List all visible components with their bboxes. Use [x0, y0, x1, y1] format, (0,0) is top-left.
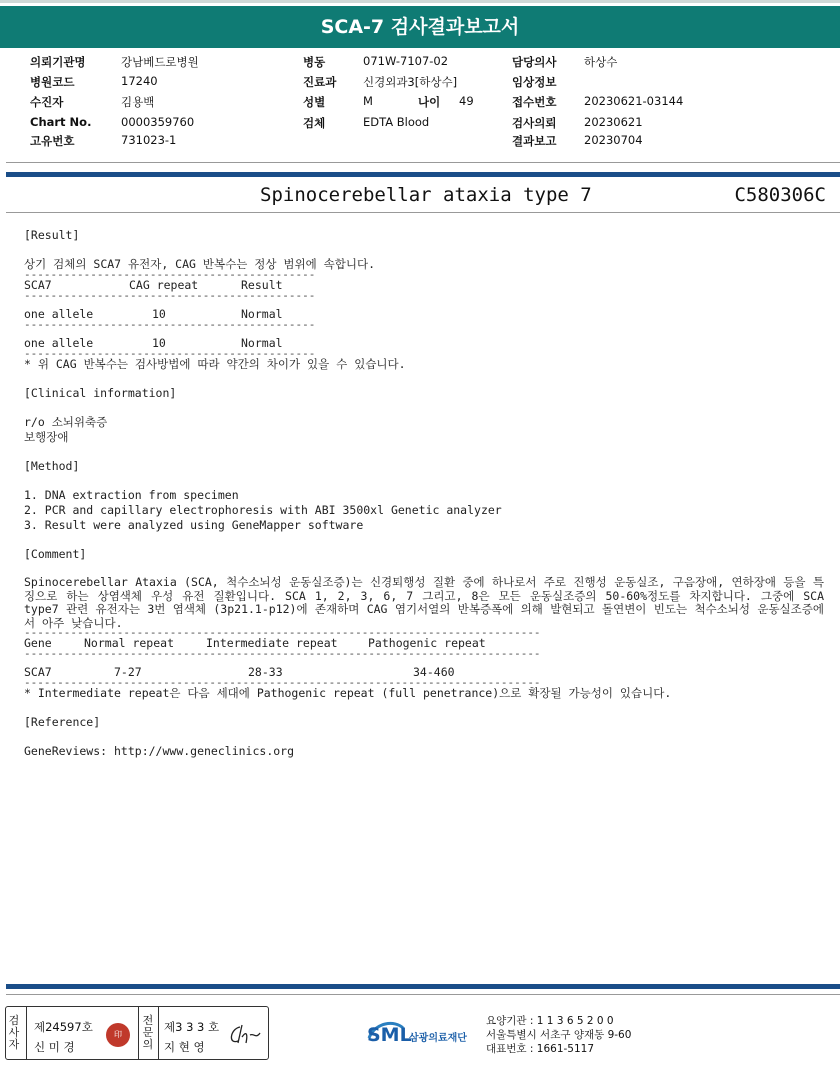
result-table-header: [24, 278, 824, 293]
cell-gene: SCA7: [24, 665, 52, 679]
table-row: [24, 336, 824, 351]
value-chart-no: 0000359760: [121, 115, 195, 129]
repeat-col-intermediate: Intermediate repeat: [206, 636, 338, 650]
clinical-line: r/o 소뇌위축증: [24, 415, 108, 429]
test-title-bar: [0, 180, 840, 210]
label-specimen: 검체: [303, 116, 326, 130]
value-receipt-no: 20230621-03144: [584, 94, 684, 108]
examiner-license: 제24597호: [34, 1020, 93, 1034]
footer-rule: [6, 984, 840, 989]
cell-cag: 10: [152, 336, 166, 350]
result-heading: [Result]: [24, 228, 80, 242]
clinical-heading: [Clinical information]: [24, 386, 177, 400]
specialist-label: 전문의: [142, 1014, 154, 1051]
value-request-date: 20230621: [584, 115, 643, 129]
specialist-name: 지 현 영: [164, 1040, 205, 1054]
label-age: 나이: [418, 95, 441, 109]
dashed-rule: ------------------------------------------------------------------------------: [24, 676, 541, 689]
label-hospital-code: 병원코드: [30, 75, 75, 89]
reference-link[interactable]: GeneReviews: http://www.geneclinics.org: [24, 744, 295, 758]
label-unique-no: 고유번호: [30, 134, 75, 148]
cell-allele: one allele: [24, 336, 94, 350]
value-sex: M: [363, 94, 373, 108]
label-ward: 병동: [303, 55, 326, 69]
org-name: 삼광의료재단: [409, 1033, 467, 1044]
report-body: [24, 228, 824, 759]
label-doctor: 담당의사: [512, 55, 557, 69]
value-specimen: EDTA Blood: [363, 115, 430, 129]
dashed-rule: --------------------------------------------: [24, 268, 316, 281]
label-requesting-institution: 의뢰기관명: [30, 55, 86, 69]
org-address: 서울특별시 서초구 양재동 9-60: [486, 1029, 632, 1041]
table-row: [24, 665, 824, 680]
method-heading: [Method]: [24, 459, 80, 473]
org-phone: 대표번호 : 1661-5117: [486, 1043, 595, 1055]
seal-stamp: 印: [106, 1023, 130, 1047]
result-summary: 상기 검체의 SCA7 유전자, CAG 반복수는 정상 범위에 속합니다.: [24, 257, 375, 271]
result-col-result: Result: [241, 278, 283, 292]
header-rule: [6, 172, 840, 177]
method-line: 3. Result were analyzed using GeneMapper software: [24, 518, 364, 532]
cell-intermediate: 28-33: [248, 665, 283, 679]
cell-cag: 10: [152, 307, 166, 321]
value-hospital-code: 17240: [121, 74, 158, 88]
cell-normal: 7-27: [114, 665, 142, 679]
result-note: * 위 CAG 반복수는 검사방법에 따라 약간의 차이가 있을 수 있습니다.: [24, 357, 406, 371]
repeat-col-pathogenic: Pathogenic repeat: [368, 636, 486, 650]
divider-line: [6, 162, 840, 163]
table-row: [24, 307, 824, 322]
test-name: Spinocerebellar ataxia type 7: [260, 184, 592, 206]
divider-line: [6, 212, 840, 213]
label-clinical-info: 임상정보: [512, 75, 557, 89]
dashed-rule: ------------------------------------------------------------------------------: [24, 647, 541, 660]
reference-heading: [Reference]: [24, 715, 101, 729]
result-col-gene: SCA7: [24, 278, 52, 292]
dashed-rule: --------------------------------------------: [24, 289, 316, 302]
test-code: C580306C: [734, 184, 826, 206]
signature-box: [5, 1006, 269, 1060]
value-age: 49: [459, 94, 474, 108]
comment-paragraph: Spinocerebellar Ataxia (SCA, 척수소뇌성 운동실조증)는 신경퇴행성 질환 중에 하나로서 주로 진행성 운동실조, 구음장애, 연하장애 등을 특징으로 하는 상염색체 우성 유전 질환입니다. SCA 1, 2, 3, 6, 7 그리고, 8은 모든 운동실조증의 50-60%정도를 차지합니다. 그중에 SCA type7 관련 유전자는 3번 염색체 (3p21.1-p12)에 존재하며 CAG 염기서열의 반복증폭에 의해 발현되고 돌연변이 빈도는 척수소뇌성 운동실조증에서 아주 낮습니다.: [24, 575, 824, 630]
value-department: 신경외과3[하상수]: [363, 75, 458, 89]
repeat-col-gene: Gene: [24, 636, 52, 650]
value-ward: 071W-7107-02: [363, 54, 449, 68]
cell-pathogenic: 34-460: [413, 665, 455, 679]
signature-icon: [226, 1021, 264, 1049]
cell-result: Normal: [241, 336, 283, 350]
top-border: [0, 0, 840, 3]
specialist-license: 제3 3 3 호: [164, 1020, 220, 1034]
footer: [0, 1000, 840, 1070]
result-col-cag: CAG repeat: [129, 278, 199, 292]
value-unique-no: 731023-1: [121, 133, 177, 147]
value-patient: 김용백: [121, 95, 155, 109]
sml-logo: [365, 1016, 480, 1052]
value-report-date: 20230704: [584, 133, 643, 147]
value-requesting-institution: 강남베드로병원: [121, 55, 199, 69]
value-doctor: 하상수: [584, 55, 618, 69]
label-chart-no: Chart No.: [30, 115, 92, 129]
comment-note: * Intermediate repeat은 다음 세대에 Pathogenic repeat (full penetrance)으로 확장될 가능성이 있습니다.: [24, 686, 672, 700]
divider-line: [6, 994, 840, 995]
examiner-label: 검사자: [8, 1014, 20, 1051]
repeat-table-header: [24, 636, 824, 651]
patient-info-header: [0, 54, 840, 154]
examiner-name: 신 미 경: [34, 1040, 75, 1054]
comment-heading: [Comment]: [24, 547, 87, 561]
method-line: 1. DNA extraction from specimen: [24, 488, 239, 502]
logo-text: SML: [367, 1024, 412, 1046]
cell-result: Normal: [241, 307, 283, 321]
label-request-date: 검사의뢰: [512, 116, 557, 130]
label-report-date: 결과보고: [512, 134, 557, 148]
org-contact: [486, 1014, 631, 1056]
dashed-rule: --------------------------------------------: [24, 318, 316, 331]
institution-number: 요양기관 : 1 1 3 6 5 2 0 0: [486, 1015, 614, 1027]
cell-allele: one allele: [24, 307, 94, 321]
label-department: 진료과: [303, 75, 337, 89]
repeat-col-normal: Normal repeat: [84, 636, 175, 650]
dashed-rule: --------------------------------------------: [24, 347, 316, 360]
dashed-rule: ------------------------------------------------------------------------------: [24, 626, 541, 639]
clinical-line: 보행장애: [24, 430, 69, 444]
label-receipt-no: 접수번호: [512, 95, 557, 109]
method-line: 2. PCR and capillary electrophoresis with ABI 3500xl Genetic analyzer: [24, 503, 502, 517]
label-sex: 성별: [303, 95, 326, 109]
label-patient: 수진자: [30, 95, 64, 109]
report-title: SCA-7 검사결과보고서: [0, 6, 840, 48]
